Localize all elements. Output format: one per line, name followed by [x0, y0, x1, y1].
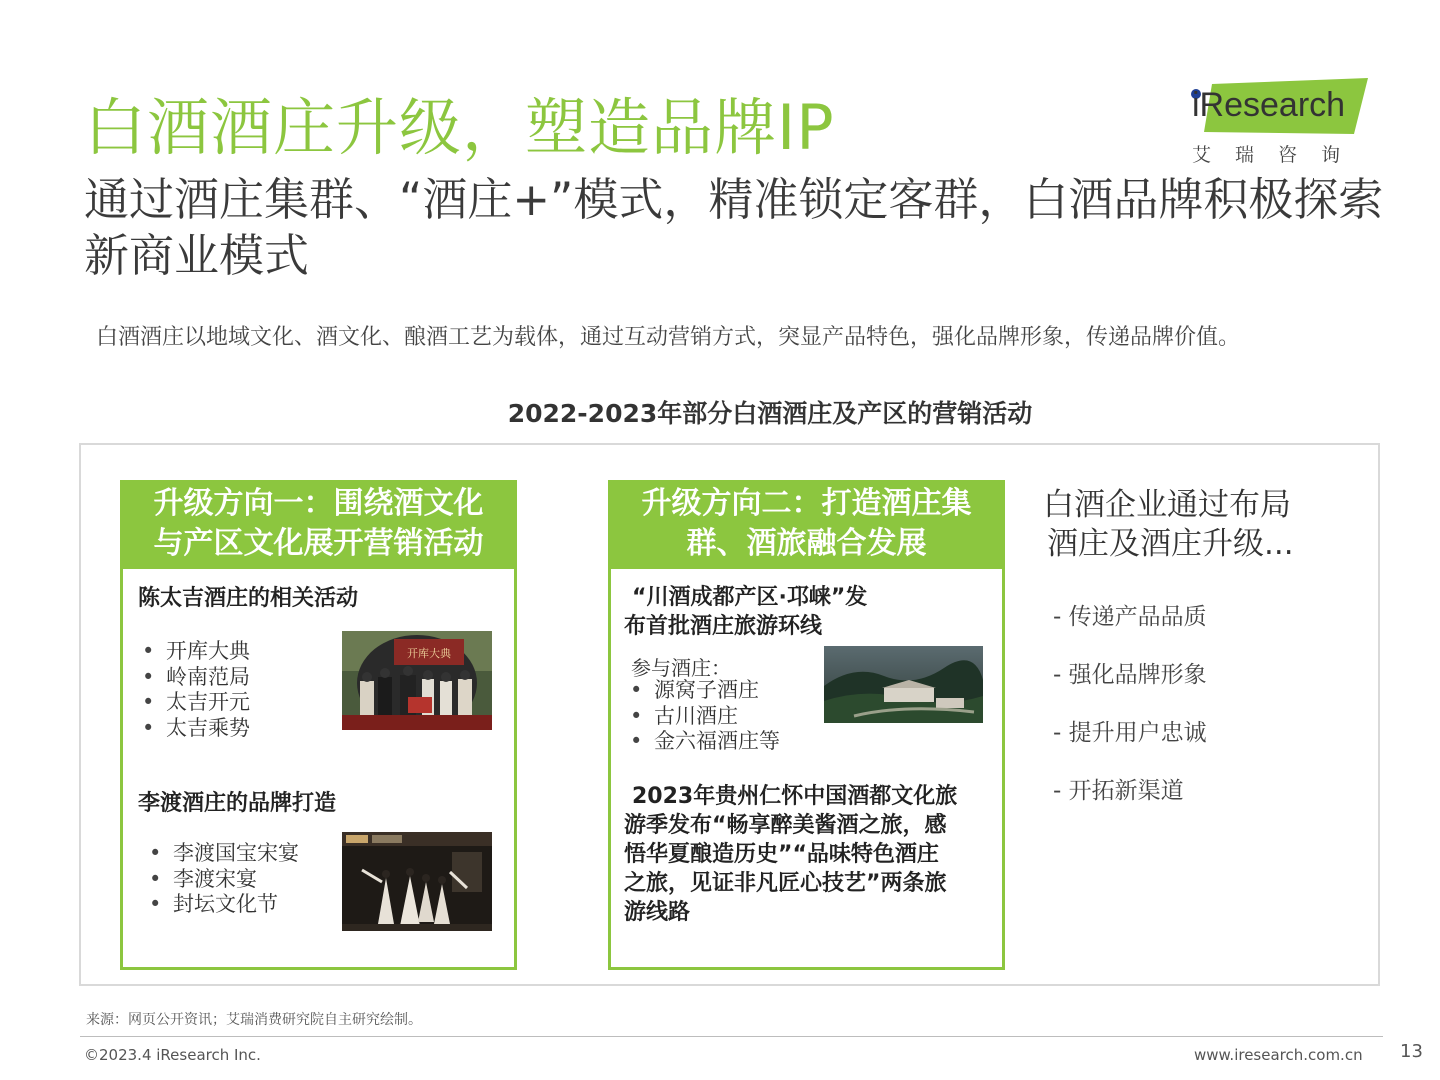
- guizhou-route-line3: 悟华夏酿造历史”“品味特色酒庄: [624, 842, 939, 867]
- benefit-item: - 强化品牌形象: [1053, 662, 1207, 688]
- footer-divider: [80, 1036, 1383, 1037]
- lidu-dance-photo: [342, 832, 492, 931]
- direction-two-header-line1: 升级方向二：打造酒庄集: [641, 486, 972, 521]
- logo-wordmark: iResearch: [1192, 86, 1346, 124]
- page-number: 13: [1400, 1041, 1423, 1062]
- participants-list: [624, 678, 824, 755]
- guizhou-route-line4: 之旅，见证非凡匠心技艺”两条旅: [624, 871, 947, 896]
- section-title: 2022-2023年部分白酒酒庄及产区的营销活动: [507, 399, 1033, 428]
- list-item: • 李渡宋宴: [143, 867, 343, 893]
- chentaiji-activity-list: [136, 639, 326, 741]
- website-link[interactable]: www.iresearch.com.cn: [1194, 1046, 1363, 1064]
- list-item: • 古川酒庄: [624, 704, 824, 730]
- direction-two-header: [608, 480, 1005, 568]
- participants-label: 参与酒庄：: [631, 656, 731, 680]
- page-title: 白酒酒庄升级，塑造品牌IP: [84, 91, 835, 164]
- copyright: ©2023.4 iResearch Inc.: [84, 1046, 261, 1064]
- list-item: • 封坛文化节: [143, 892, 343, 918]
- list-item: • 太吉乘势: [136, 716, 326, 742]
- list-item: • 开库大典: [136, 639, 326, 665]
- list-item: • 太吉开元: [136, 690, 326, 716]
- guizhou-route-text: [624, 782, 957, 927]
- lidu-section-title: 李渡酒庄的品牌打造: [138, 791, 337, 816]
- benefit-item: - 提升用户忠诚: [1053, 720, 1207, 746]
- direction-two-header-line2: 群、酒旅融合发展: [686, 526, 927, 561]
- benefit-item: - 开拓新渠道: [1053, 778, 1184, 804]
- direction-one-header-line2: 与产区文化展开营销活动: [153, 526, 484, 561]
- right-summary-line2: 酒庄及酒庄升级...: [1047, 526, 1294, 562]
- chentaiji-ceremony-photo: [342, 631, 492, 730]
- sichuan-route-title-line1: “川酒成都产区·邛崃”发: [632, 585, 868, 610]
- chentaiji-section-title: 陈太吉酒庄的相关活动: [138, 586, 359, 611]
- guizhou-route-line5: 游线路: [624, 900, 691, 925]
- sichuan-route-title-line2: 布首批酒庄旅游环线: [624, 614, 823, 639]
- direction-one-header: [120, 480, 517, 568]
- page-subtitle: 通过酒庄集群、“酒庄+”模式，精准锁定客群，白酒品牌积极探索新商业模式: [84, 173, 1384, 282]
- list-item: • 李渡国宝宋宴: [143, 841, 343, 867]
- benefit-item: - 传递产品品质: [1053, 604, 1207, 630]
- list-item: • 岭南范局: [136, 665, 326, 691]
- banner-text: 开库大典: [407, 647, 451, 660]
- list-item: • 源窝子酒庄: [624, 678, 824, 704]
- guizhou-route-line1: 2023年贵州仁怀中国酒都文化旅: [632, 784, 958, 809]
- source-note: 来源：网页公开资讯；艾瑞消费研究院自主研究绘制。: [86, 1012, 422, 1028]
- list-item: • 金六福酒庄等: [624, 729, 824, 755]
- right-summary-heading: [1043, 486, 1294, 564]
- logo-chinese-name: 艾瑞咨询: [1192, 144, 1365, 166]
- right-summary-line1: 白酒企业通过布局: [1043, 487, 1291, 523]
- description-text: 白酒酒庄以地域文化、酒文化、酿酒工艺为载体，通过互动营销方式，突显产品特色，强化品牌形象，传递品牌价值。: [96, 325, 1241, 350]
- guizhou-route-line2: 游季发布“畅享醉美酱酒之旅，感: [624, 813, 947, 838]
- lidu-brand-list: [143, 841, 343, 918]
- winery-landscape-photo: [824, 646, 983, 723]
- sichuan-route-title: [624, 583, 867, 641]
- direction-one-header-line1: 升级方向一：围绕酒文化: [153, 486, 484, 521]
